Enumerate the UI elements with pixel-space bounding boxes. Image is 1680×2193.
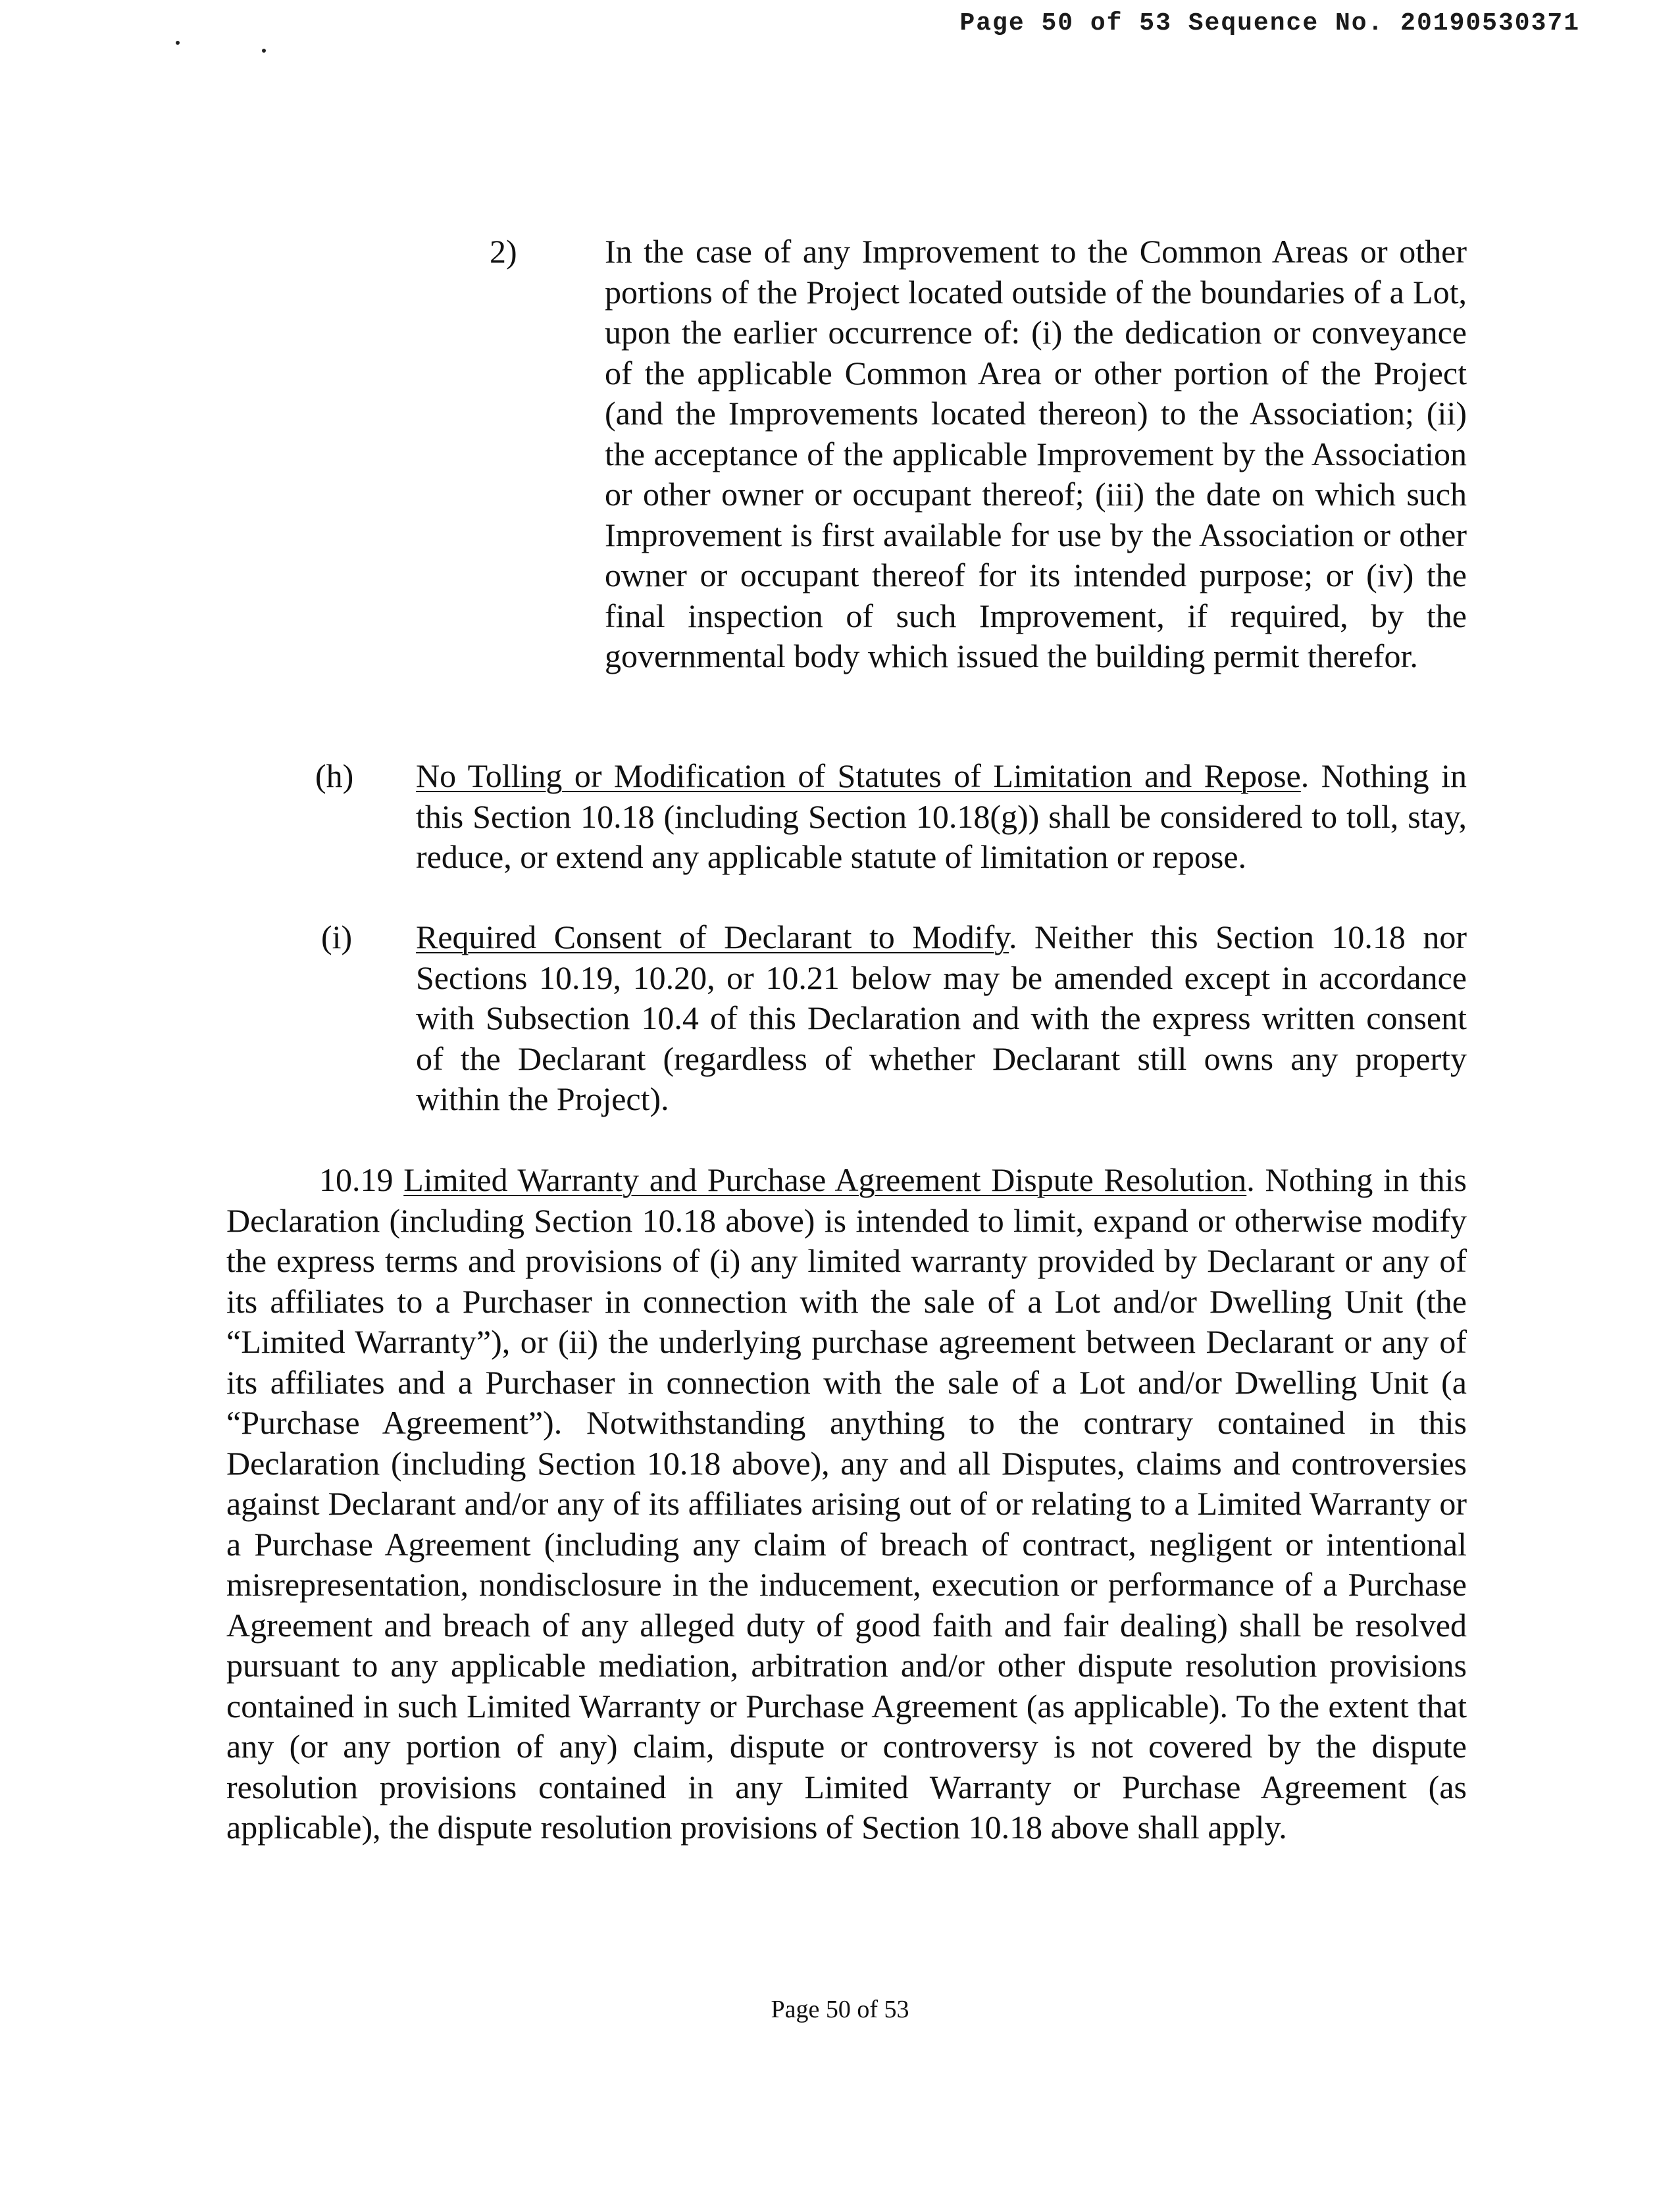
section-10-19-text: . Nothing in this Declaration (including Section 10.18 above) is intended to limit, expand or otherwise modify the express terms and provisions of (i) any limited warranty provided by Declarant or any of its affiliates to a Purchaser in connection with the sale of a Lot and/or Dwelling Unit (the “Limited Warranty”), or (ii) the underlying purchase agreement between Declarant or any of its affiliates and a Purchaser in connection with the sale of a Lot and/or Dwelling Unit (a “Purchase Agreement”). Notwithstanding anything to the contrary contained in this Declaration (including Section 10.18 above), any and all Disputes, claims and controversies against Declarant and/or any of its affiliates arising out of or relating to a Limited Warranty or a Purchase Agreement (including any claim of breach of contract, negligent or intentional misrepresentation, nondisclosure in the inducement, execution or performance of a Purchase Agreement and breach of any alleged duty of good faith and fair dealing) shall be resolved pursuant to any applicable mediation, arbitration and/or other dispute resolution provisions contained in such Limited Warranty or Purchase Agreement (as applicable). To the extent that any (or any portion of any) claim, dispute or controversy is not covered by the dispute resolution provisions contained in any Limited Warranty or Purchase Agreement (as applicable), the dispute resolution provisions of Section 10.18 above shall apply.: [226, 1161, 1467, 1846]
item-2-text: In the case of any Improvement to the Common Areas or other portions of the Project located outside of the boundaries of a Lot, upon the earlier occurrence of: (i) the dedication or conveyance of the applicable Common Area or other portion of the Project (and the Improvements located thereon) to the Association; (ii) the acceptance of the applicable Improvement by the Association or other owner or occupant thereof; (iii) the date on which such Improvement is first available for use by the Association or other owner or occupant thereof for its intended purpose; or (iv) the final inspection of such Improvement, if required, by the governmental body which issued the building permit therefor.: [605, 233, 1467, 674]
section-10-19-heading: Limited Warranty and Purchase Agreement Dispute Resolution: [403, 1161, 1247, 1198]
item-i-text: . Neither this Section 10.18 nor Sections 10.19, 10.20, or 10.21 below may be amended except in accordance with Subsection 10.4 of this Declaration and with the express written consent of the Declarant (regardless of whether Declarant still owns any property within the Project).: [416, 919, 1467, 1117]
item-h-label: (h): [315, 757, 354, 794]
item-i-heading: Required Consent of Declarant to Modify: [416, 919, 1009, 955]
section-10-19-number: 10.19: [319, 1161, 394, 1198]
section-10-19-paragraph: [226, 1160, 1467, 1848]
item-2-label: 2): [490, 233, 517, 270]
page-footer: Page 50 of 53: [771, 1996, 909, 2023]
item-h-text: . Nothing in this Section 10.18 (including Section 10.18(g)) shall be considered to toll, stay, reduce, or extend any applicable statute of limitation or repose.: [416, 757, 1467, 875]
item-i-paragraph: [416, 917, 1467, 1120]
item-i-label: (i): [321, 919, 353, 955]
scan-speck: [262, 49, 266, 53]
scan-speck: [176, 41, 180, 45]
item-h-paragraph: [416, 756, 1467, 878]
sequence-header: Page 50 of 53 Sequence No. 20190530371: [959, 9, 1580, 38]
item-h-heading: No Tolling or Modification of Statutes of Limitation and Repose: [416, 757, 1301, 794]
